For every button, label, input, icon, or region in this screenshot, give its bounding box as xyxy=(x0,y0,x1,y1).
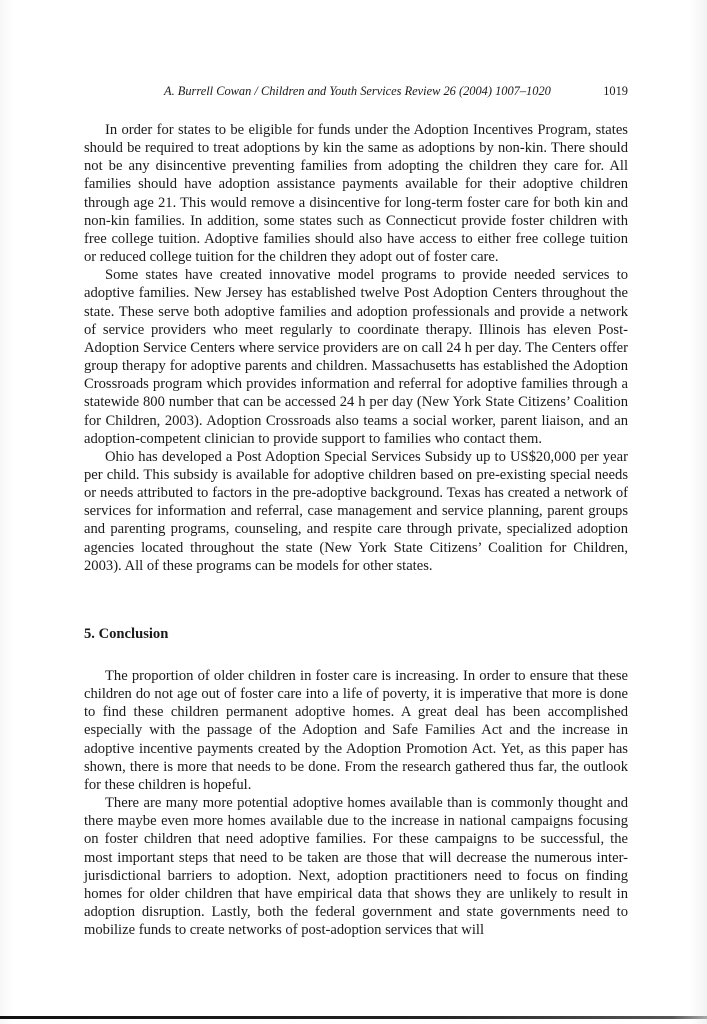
paragraph-conclusion-1: The proportion of older children in foster care is increasing. In order to ensure that these children do not age out of foster care into a life of poverty, it is imperative that more is done to find these children permanent adoptive homes. A great deal has been accomplished especially with the passage of the Adoption and Safe Families Act and the increase in adoptive incentive payments created by the Adoption Promotion Act. Yet, as this paper has shown, there is more that needs to be done. From the research gathered thus far, the outlook for these children is hopeful. xyxy=(84,668,628,793)
section-heading-conclusion: 5. Conclusion xyxy=(84,626,169,642)
journal-citation: A. Burrell Cowan / Children and Youth Services Review 26 (2004) 1007–1020 xyxy=(164,84,551,98)
paragraph-model-programs: Some states have created innovative model programs to provide needed services to adoptive families. New Jersey has established twelve Post Adoption Centers throughout the state. These serve both adoptive families and adoption professionals and provide a network of service providers who meet regularly to coordinate therapy. Illinois has eleven Post-Adoption Service Centers where service providers are on call 24 h per day. The Centers offer group therapy for adoptive parents and children. Massachusetts has established the Adoption Crossroads program which provides information and referral for adoptive families through a statewide 800 number that can be accessed 24 h per day (New York State Citizens’ Coalition for Children, 2003). Adoption Crossroads also teams a social worker, parent liaison, and an adoption-competent clinician to provide support to families who contact them. xyxy=(84,267,628,447)
paragraph-ohio-texas: Ohio has developed a Post Adoption Special Services Subsidy up to US$20,000 per year per child. This subsidy is available for adoptive children based on pre-existing special needs or needs attributed to factors in the pre-adoptive background. Texas has created a network of services for information and referral, case management and service planning, parent groups and parenting programs, counseling, and respite care through private, specialized adoption agencies located throughout the state (New York State Citizens’ Coalition for Children, 2003). All of these programs can be models for other states. xyxy=(84,448,628,574)
page-bottom-edge xyxy=(0,1016,707,1019)
running-head xyxy=(84,84,628,102)
paragraph-adoption-incentives: In order for states to be eligible for funds under the Adoption Incentives Program, states should be required to treat adoptions by kin the same as adoptions by non-kin. There should not be any disincentive preventing families from adopting the children they care for. All families should have adoption assistance payments available for their adoptive children through age 21. This would remove a disincentive for long-term foster care for both kin and non-kin families. In addition, some states such as Connecticut provide foster children with free college tuition. Adoptive families should also have access to either free college tuition or reduced college tuition for the children they adopt out of foster care. xyxy=(84,122,628,266)
page-number: 1019 xyxy=(603,84,628,98)
section-4-continued xyxy=(84,121,628,575)
paragraph-conclusion-2: There are many more potential adoptive homes available than is commonly thought and there maybe even more homes available due to the increase in national campaigns focusing on foster children that need adoptive families. For these campaigns to be successful, the most important steps that need to be taken are those that will decrease the numerous inter-jurisdictional barriers to adoption. Next, adoption practitioners need to focus on finding homes for older children that have empirical data that shows they are unlikely to result in adoption disruption. Lastly, both the federal government and state governments need to mobilize funds to create networks of post-adoption services that will xyxy=(84,795,628,939)
section-5-conclusion xyxy=(84,667,628,939)
